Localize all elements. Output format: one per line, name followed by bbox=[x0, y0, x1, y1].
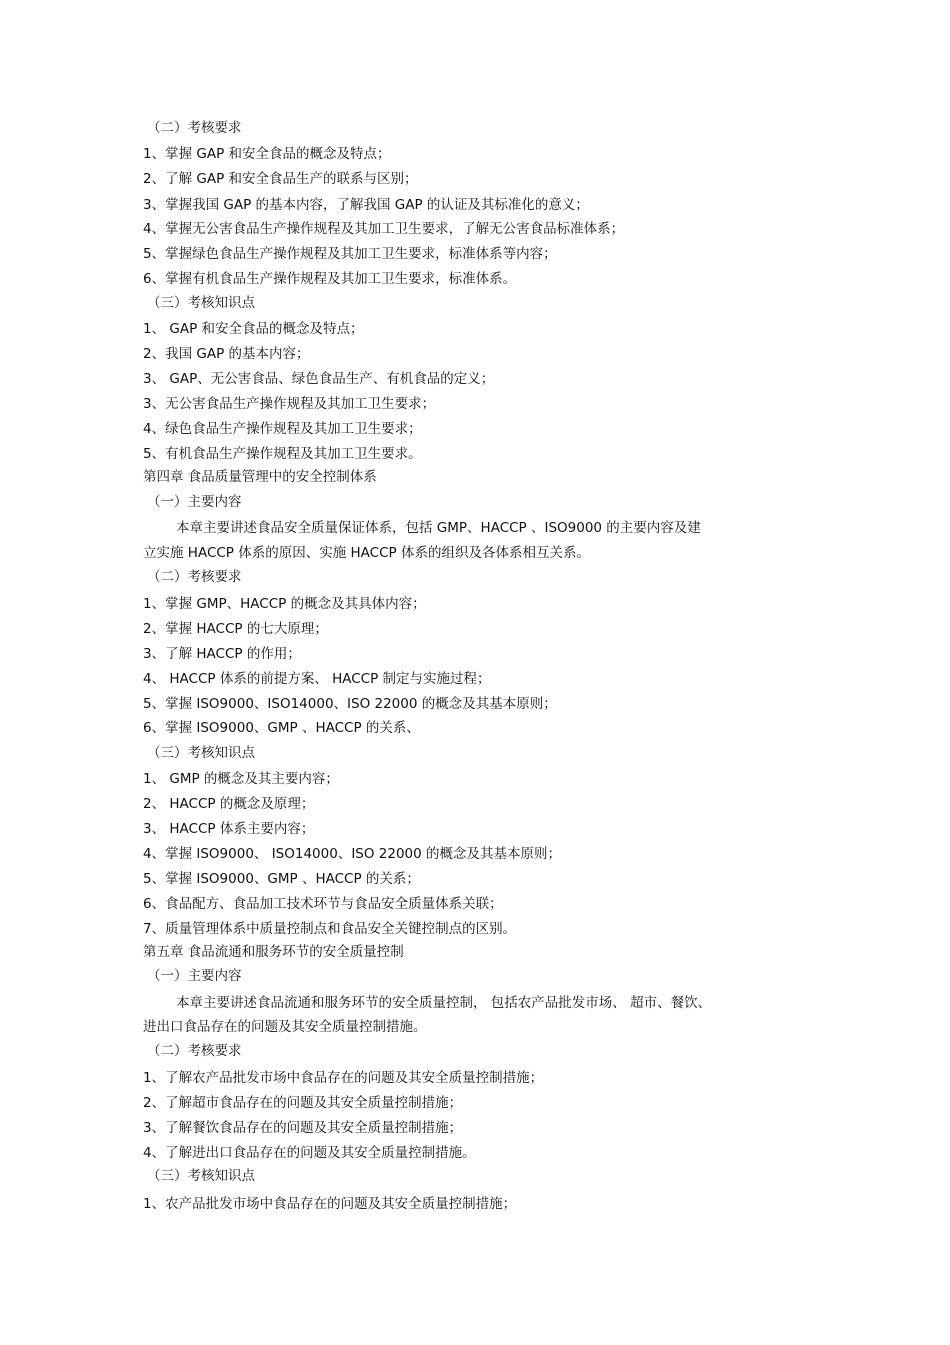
list-item: 4、 HACCP 体系的前提方案、 HACCP 制定与实施过程； bbox=[143, 671, 491, 687]
list-item: 1、掌握 GAP 和安全食品的概念及特点； bbox=[143, 146, 391, 162]
list-item: 1、 GMP 的概念及其主要内容； bbox=[143, 771, 339, 787]
list-item: 3、了解餐饮食品存在的问题及其安全质量控制措施； bbox=[143, 1120, 463, 1136]
list-item: 2、我国 GAP 的基本内容； bbox=[143, 346, 310, 362]
paragraph-line: 本章主要讲述食品安全质量保证体系，包括 GMP、HACCP 、ISO9000 的主要内容及建 bbox=[176, 520, 701, 536]
list-item: 1、农产品批发市场中食品存在的问题及其安全质量控制措施； bbox=[143, 1196, 517, 1212]
list-item: 2、掌握 HACCP 的七大原理； bbox=[143, 621, 328, 637]
list-item: 2、 HACCP 的概念及原理； bbox=[143, 796, 315, 812]
list-item: 3、 HACCP 体系主要内容； bbox=[143, 821, 315, 837]
list-item: 3、无公害食品生产操作规程及其加工卫生要求； bbox=[143, 396, 436, 412]
list-item: 4、了解进出口食品存在的问题及其安全质量控制措施。 bbox=[143, 1145, 476, 1161]
list-item: 5、有机食品生产操作规程及其加工卫生要求。 bbox=[143, 446, 422, 462]
list-item: 4、掌握无公害食品生产操作规程及其加工卫生要求，了解无公害食品标准体系； bbox=[143, 221, 625, 237]
list-item: 6、掌握有机食品生产操作规程及其加工卫生要求，标准体系。 bbox=[143, 271, 517, 287]
list-item: 4、掌握 ISO9000、 ISO14000、ISO 22000 的概念及其基本原则； bbox=[143, 846, 562, 862]
section-heading: （三）考核知识点 bbox=[147, 295, 255, 311]
list-item: 2、了解 GAP 和安全食品生产的联系与区别； bbox=[143, 171, 418, 187]
paragraph-line: 本章主要讲述食品流通和服务环节的安全质量控制， 包括农产品批发市场、 超市、餐饮、 bbox=[176, 995, 712, 1011]
list-item: 5、掌握 ISO9000、ISO14000、ISO 22000 的概念及其基本原则； bbox=[143, 696, 557, 712]
paragraph-line: 进出口食品存在的问题及其安全质量控制措施。 bbox=[143, 1019, 427, 1035]
section-heading: （二）考核要求 bbox=[147, 1043, 242, 1059]
list-item: 6、掌握 ISO9000、GMP 、HACCP 的关系、 bbox=[143, 720, 420, 736]
chapter-heading: 第五章 食品流通和服务环节的安全质量控制 bbox=[143, 944, 404, 960]
chapter-heading: 第四章 食品质量管理中的安全控制体系 bbox=[143, 469, 377, 485]
list-item: 1、掌握 GMP、HACCP 的概念及其具体内容； bbox=[143, 596, 426, 612]
list-item: 2、了解超市食品存在的问题及其安全质量控制措施； bbox=[143, 1095, 463, 1111]
list-item: 7、质量管理体系中质量控制点和食品安全关键控制点的区别。 bbox=[143, 921, 517, 937]
section-heading: （三）考核知识点 bbox=[147, 1168, 255, 1184]
list-item: 3、了解 HACCP 的作用； bbox=[143, 646, 301, 662]
paragraph-line: 立实施 HACCP 体系的原因、实施 HACCP 体系的组织及各体系相互关系。 bbox=[143, 545, 590, 561]
section-heading: （一）主要内容 bbox=[147, 968, 242, 984]
section-heading: （一）主要内容 bbox=[147, 494, 242, 510]
section-heading: （三）考核知识点 bbox=[147, 745, 255, 761]
list-item: 1、了解农产品批发市场中食品存在的问题及其安全质量控制措施； bbox=[143, 1070, 544, 1086]
section-heading: （二）考核要求 bbox=[147, 120, 242, 136]
list-item: 5、掌握 ISO9000、GMP 、HACCP 的关系； bbox=[143, 871, 420, 887]
list-item: 5、掌握绿色食品生产操作规程及其加工卫生要求，标准体系等内容； bbox=[143, 246, 557, 262]
list-item: 1、 GAP 和安全食品的概念及特点； bbox=[143, 321, 364, 337]
list-item: 3、掌握我国 GAP 的基本内容，了解我国 GAP 的认证及其标准化的意义； bbox=[143, 197, 589, 213]
list-item: 6、食品配方、食品加工技术环节与食品安全质量体系关联； bbox=[143, 896, 503, 912]
list-item: 3、 GAP、无公害食品、绿色食品生产、有机食品的定义； bbox=[143, 371, 495, 387]
list-item: 4、绿色食品生产操作规程及其加工卫生要求； bbox=[143, 421, 422, 437]
section-heading: （二）考核要求 bbox=[147, 569, 242, 585]
